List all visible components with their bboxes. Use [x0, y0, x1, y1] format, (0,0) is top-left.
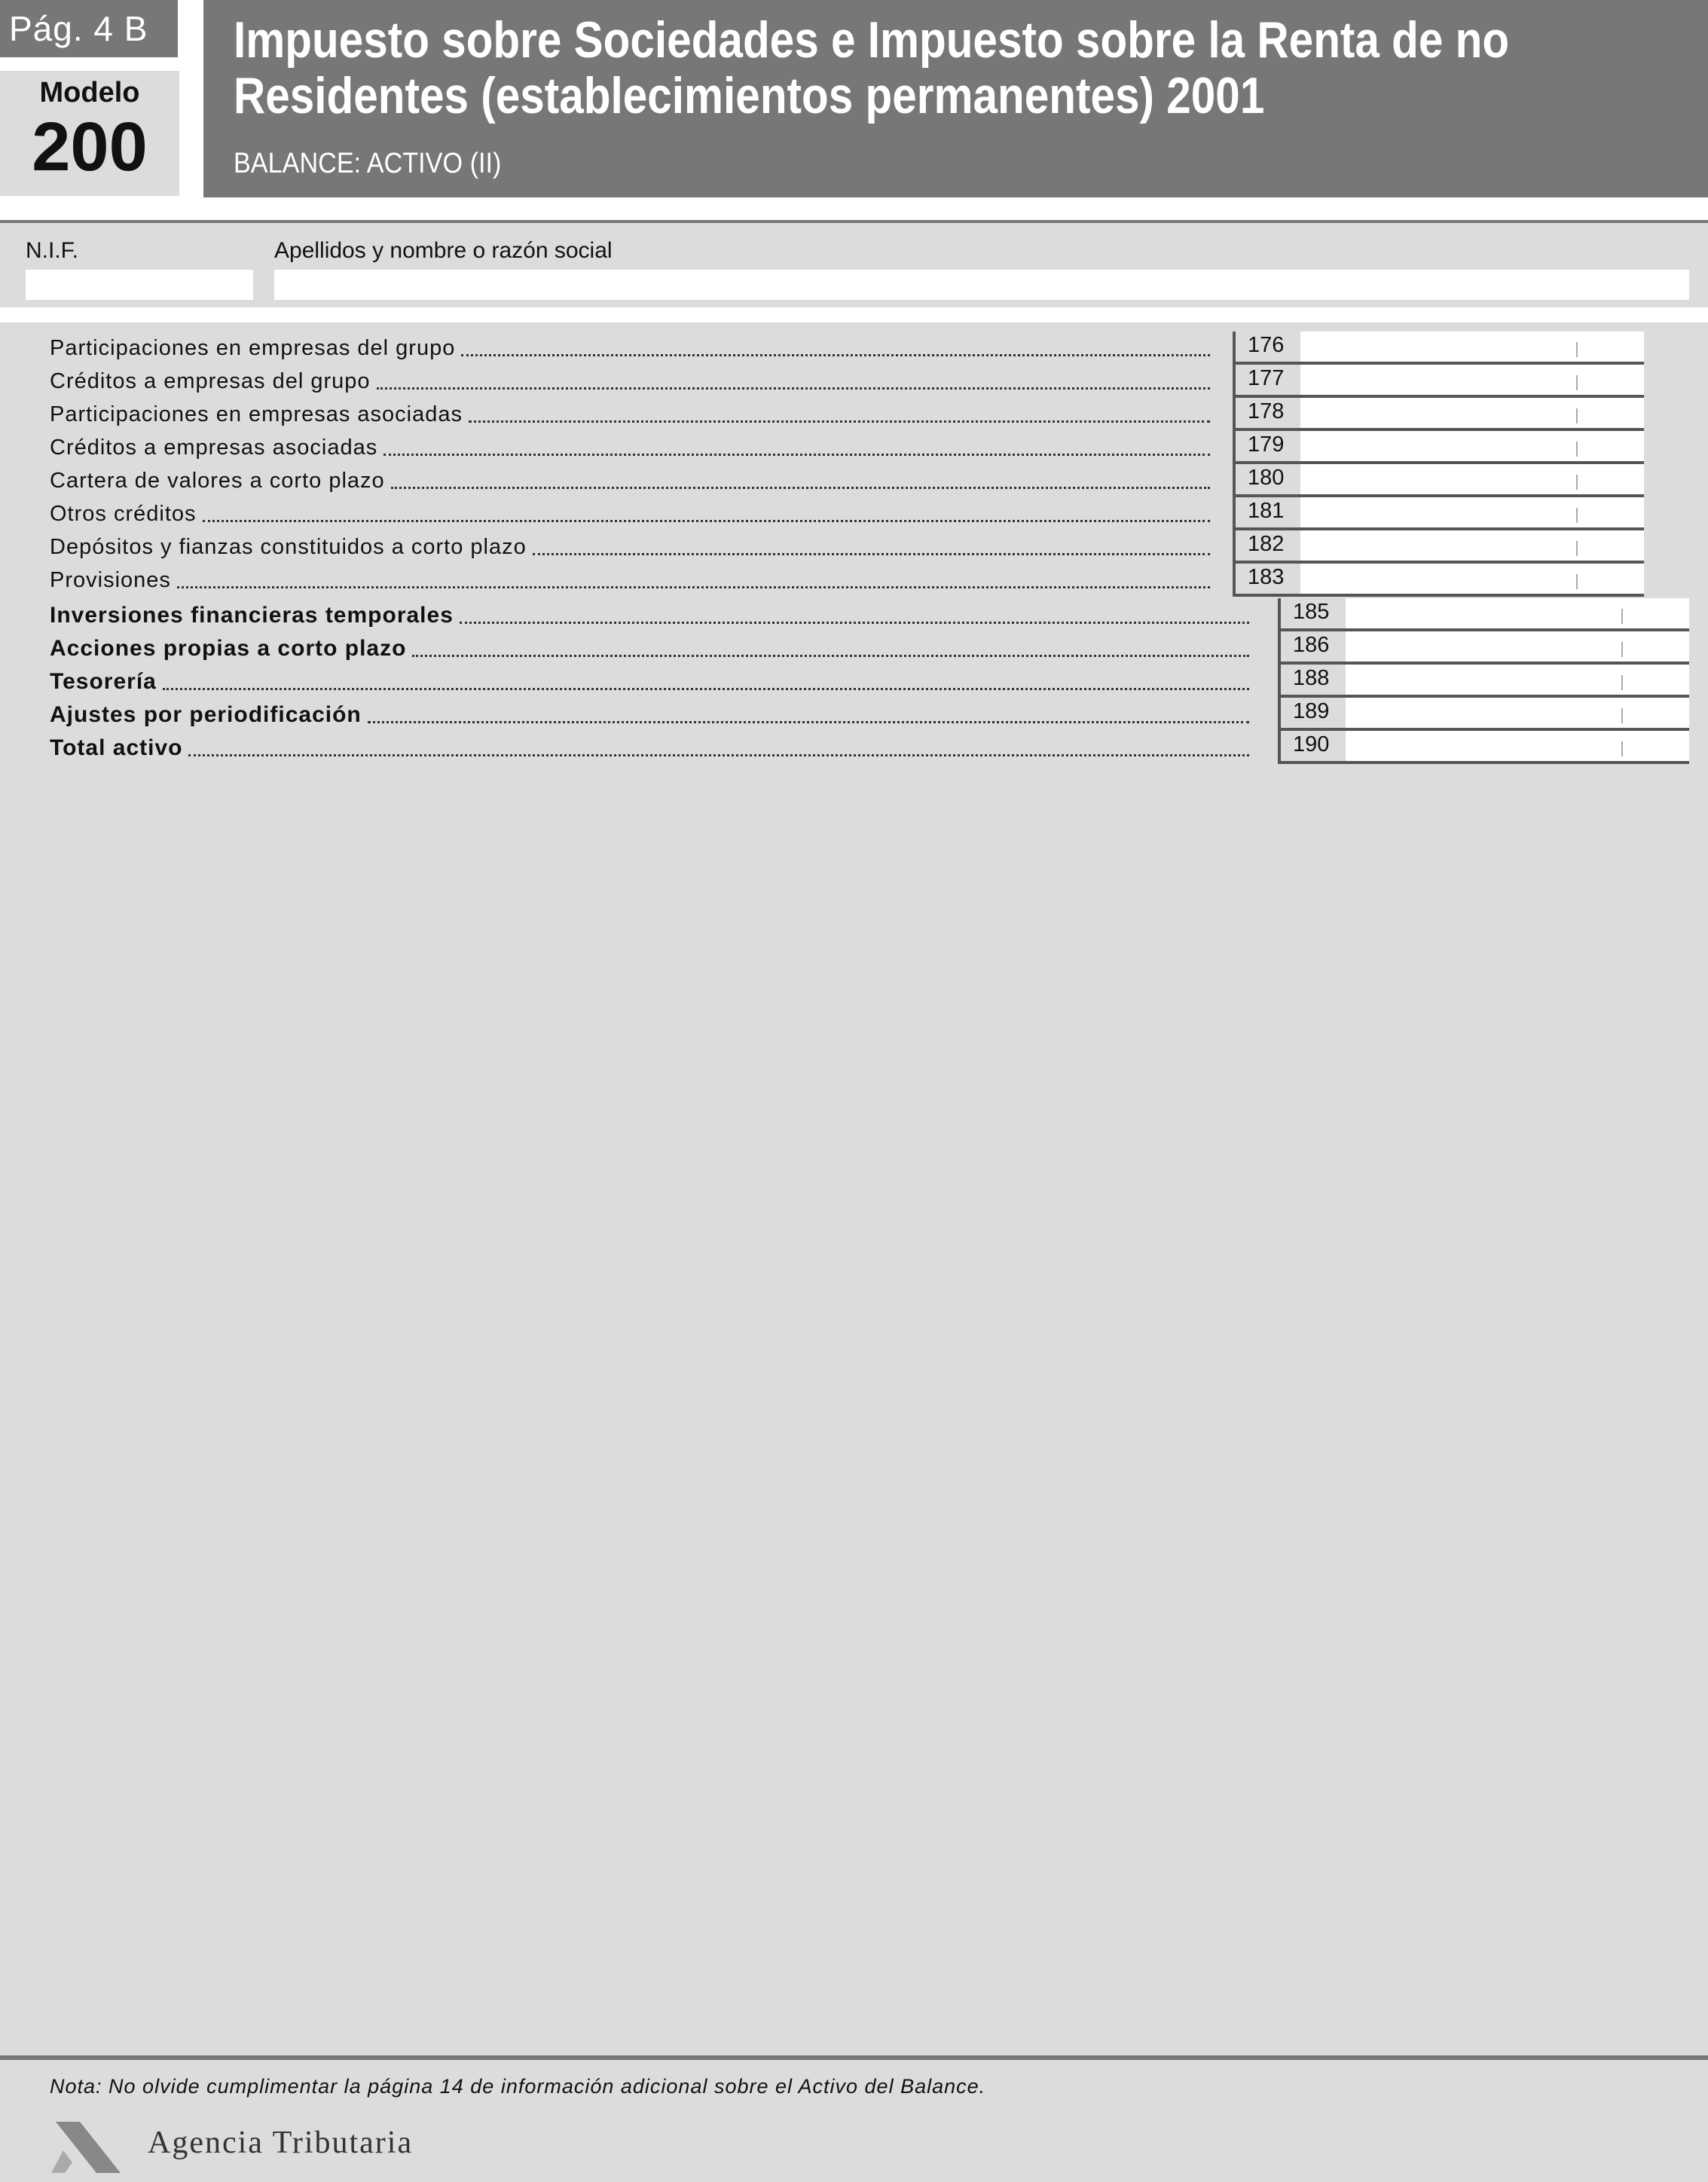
form-title-line-1: Impuesto sobre Sociedades e Impuesto sobre la Renta de no	[234, 11, 1510, 69]
field-value[interactable]	[1300, 497, 1644, 530]
field-185[interactable]	[1278, 598, 1689, 631]
field-189[interactable]	[1278, 698, 1689, 731]
name-label: Apellidos y nombre o razón social	[274, 238, 613, 263]
row-label: Participaciones en empresas del grupo	[50, 336, 1210, 361]
row-label: Depósitos y fianzas constituidos a corto plazo	[50, 535, 1210, 560]
field-value[interactable]	[1300, 464, 1644, 497]
field-code: 179	[1233, 431, 1300, 464]
field-value[interactable]	[1346, 598, 1689, 631]
field-188[interactable]	[1278, 665, 1689, 698]
field-code: 177	[1233, 365, 1300, 398]
field-code: 181	[1233, 497, 1300, 530]
identification-band	[0, 220, 1708, 307]
field-value[interactable]	[1300, 530, 1644, 564]
modelo-label: Modelo	[39, 77, 140, 108]
field-value[interactable]	[1300, 431, 1644, 464]
row-label: Otros créditos	[50, 502, 1210, 527]
field-186[interactable]	[1278, 631, 1689, 665]
field-code: 178	[1233, 398, 1300, 431]
agency-name: Agencia Tributaria	[148, 2125, 414, 2160]
field-182[interactable]	[1233, 530, 1644, 564]
field-value[interactable]	[1346, 731, 1689, 764]
modelo-number: 200	[32, 108, 148, 185]
form-subtitle: BALANCE: ACTIVO (II)	[234, 148, 502, 179]
field-178[interactable]	[1233, 398, 1644, 431]
balance-section	[0, 322, 1708, 2055]
row-label: Cartera de valores a corto plazo	[50, 469, 1210, 494]
row-label: Créditos a empresas del grupo	[50, 369, 1210, 394]
field-179[interactable]	[1233, 431, 1644, 464]
field-code: 188	[1278, 665, 1346, 698]
field-value[interactable]	[1300, 564, 1644, 597]
row-label: Ajustes por periodificación	[50, 702, 1249, 728]
field-code: 183	[1233, 564, 1300, 597]
agencia-tributaria-logo-icon	[48, 2117, 124, 2177]
field-code: 180	[1233, 464, 1300, 497]
field-code: 190	[1278, 731, 1346, 764]
modelo-box	[0, 71, 179, 196]
row-label: Total activo	[50, 735, 1249, 761]
form-title-line-2: Residentes (establecimientos permanentes) 2001	[234, 67, 1265, 124]
field-value[interactable]	[1346, 665, 1689, 698]
row-label: Acciones propias a corto plazo	[50, 636, 1249, 662]
field-181[interactable]	[1233, 497, 1644, 530]
nif-input[interactable]	[26, 270, 253, 300]
field-code: 185	[1278, 598, 1346, 631]
form-title	[234, 12, 1685, 124]
field-value[interactable]	[1300, 332, 1644, 365]
footer	[0, 2060, 1708, 2182]
nif-label: N.I.F.	[26, 238, 79, 263]
row-label: Provisiones	[50, 568, 1210, 593]
field-value[interactable]	[1300, 398, 1644, 431]
name-input[interactable]	[274, 270, 1689, 300]
field-code: 186	[1278, 631, 1346, 665]
page-number-tag: Pág. 4 B	[0, 0, 178, 57]
field-value[interactable]	[1300, 365, 1644, 398]
field-code: 182	[1233, 530, 1300, 564]
row-label: Inversiones financieras temporales	[50, 603, 1249, 628]
footer-note: Nota: No olvide cumplimentar la página 14 de información adicional sobre el Activo del Balance.	[50, 2075, 986, 2098]
field-190[interactable]	[1278, 731, 1689, 764]
row-label: Tesorería	[50, 669, 1249, 695]
field-180[interactable]	[1233, 464, 1644, 497]
field-176[interactable]	[1233, 332, 1644, 365]
field-code: 176	[1233, 332, 1300, 365]
field-code: 189	[1278, 698, 1346, 731]
row-label: Participaciones en empresas asociadas	[50, 402, 1210, 427]
title-banner	[203, 0, 1708, 197]
field-177[interactable]	[1233, 365, 1644, 398]
field-value[interactable]	[1346, 698, 1689, 731]
field-183[interactable]	[1233, 564, 1644, 597]
field-value[interactable]	[1346, 631, 1689, 665]
row-label: Créditos a empresas asociadas	[50, 435, 1210, 460]
